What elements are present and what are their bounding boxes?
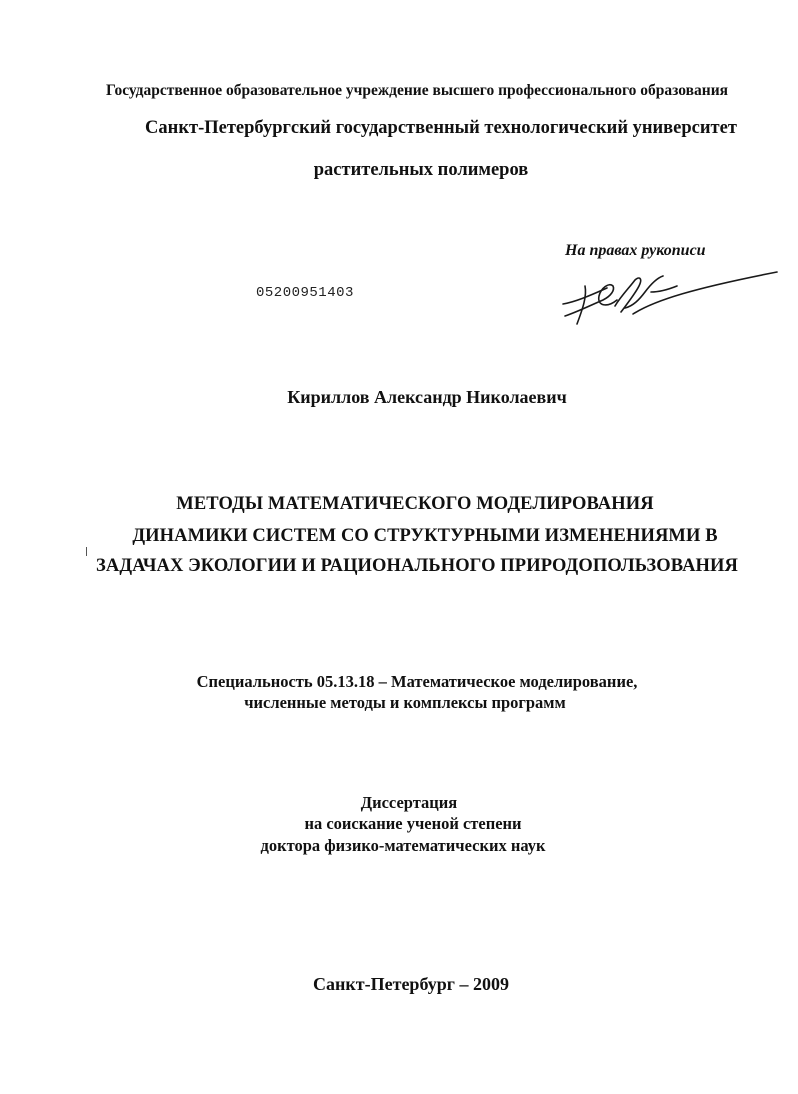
dissertation-title-line-1: МЕТОДЫ МАТЕМАТИЧЕСКОГО МОДЕЛИРОВАНИЯ bbox=[176, 494, 654, 514]
university-name-line2: растительных полимеров bbox=[313, 160, 529, 180]
dissertation-title-line-3: ЗАДАЧАХ ЭКОЛОГИИ И РАЦИОНАЛЬНОГО ПРИРОДОПОЛЬЗОВАНИЯ bbox=[96, 556, 738, 576]
degree-name: доктора физико-математических наук bbox=[260, 836, 546, 855]
dissertation-label: Диссертация bbox=[360, 793, 458, 812]
dissertation-title-line-2: ДИНАМИКИ СИСТЕМ СО СТРУКТУРНЫМИ ИЗМЕНЕНИЯМИ В bbox=[132, 526, 718, 546]
degree-purpose: на соискание ученой степени bbox=[304, 814, 522, 833]
university-name-line1: Санкт-Петербургский государственный технологический университет bbox=[145, 118, 737, 138]
author-name: Кириллов Александр Николаевич bbox=[287, 387, 567, 407]
scan-mark bbox=[86, 547, 87, 556]
specialty-line-2: численные методы и комплексы программ bbox=[244, 693, 566, 712]
registry-number: 05200951403 bbox=[256, 285, 354, 301]
institution-name: Государственное образовательное учреждение высшего профессионального образования bbox=[105, 82, 729, 99]
manuscript-note: На правах рукописи bbox=[565, 242, 706, 259]
specialty-line-1: Специальность 05.13.18 – Математическое моделирование, bbox=[196, 672, 638, 691]
handwritten-signature bbox=[555, 266, 780, 332]
city-year: Санкт-Петербург – 2009 bbox=[313, 974, 509, 994]
